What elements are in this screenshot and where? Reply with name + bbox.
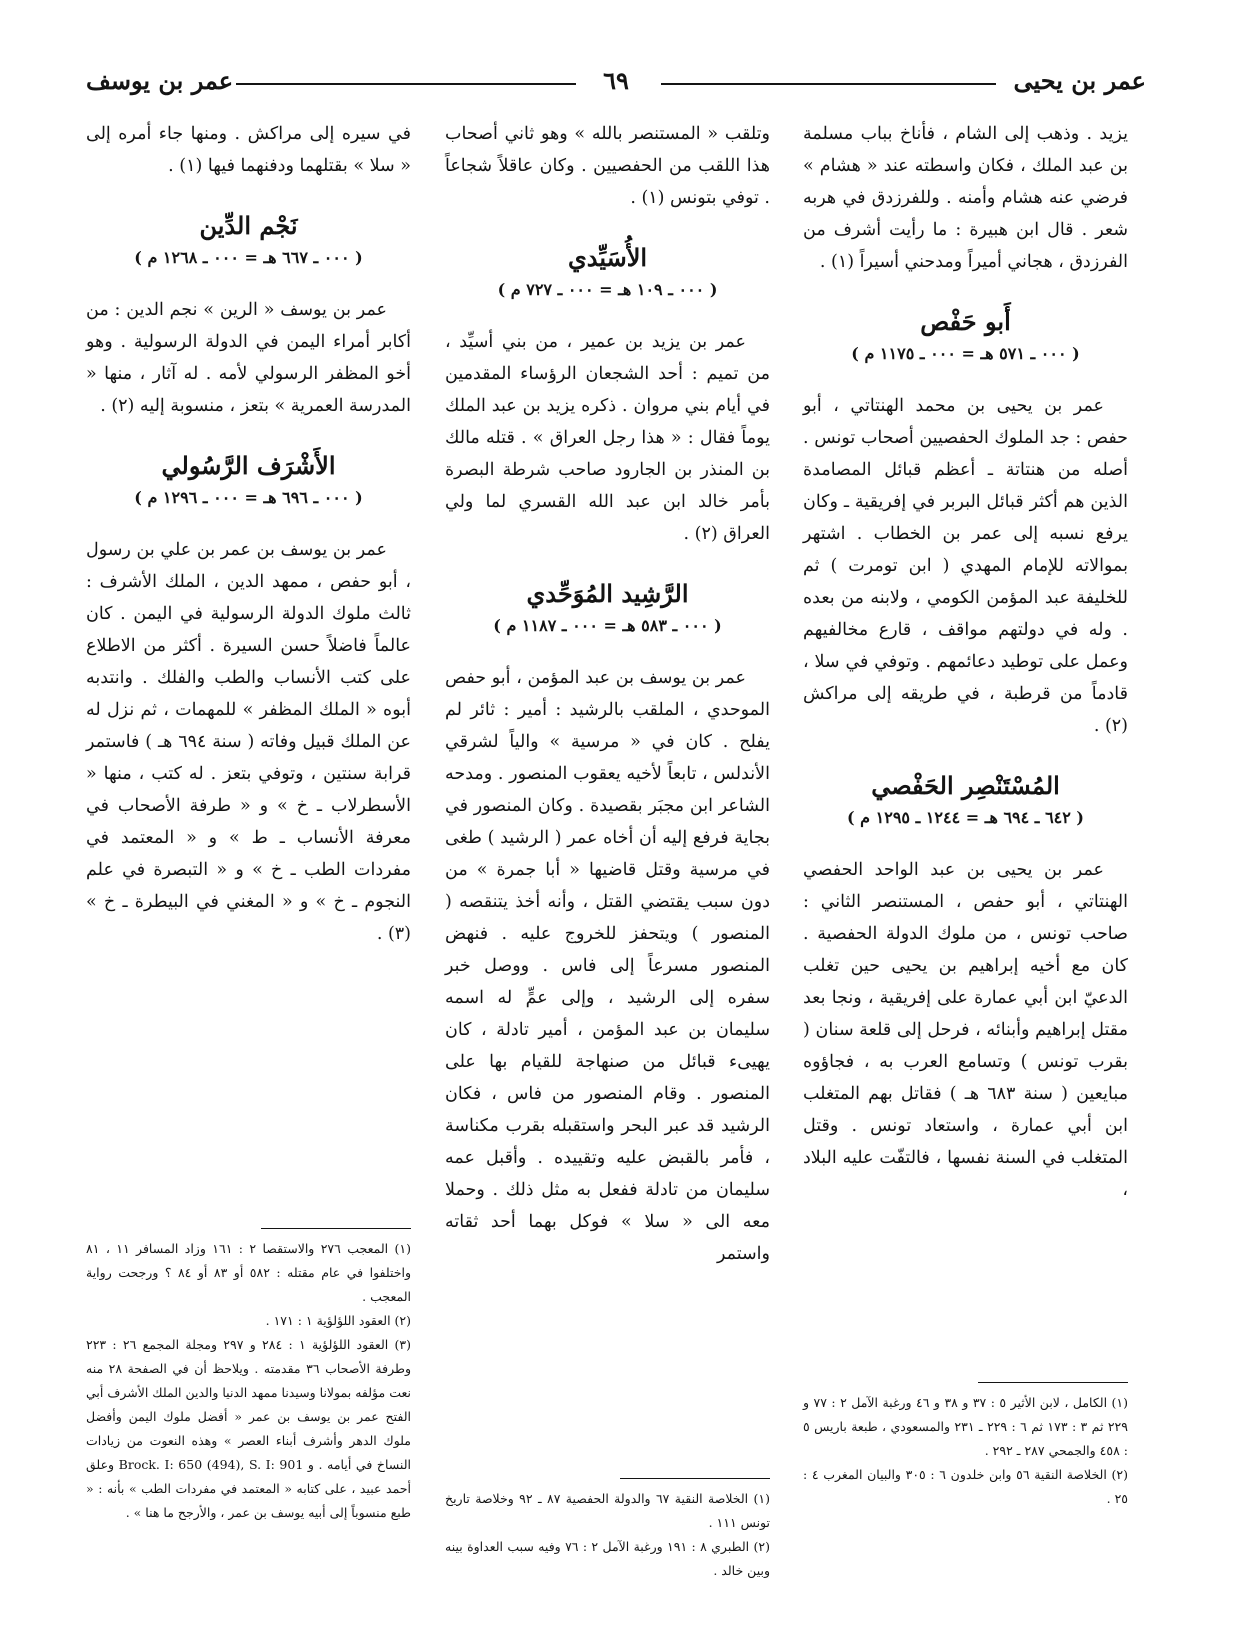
footnote-rule (978, 1382, 1128, 1383)
footnote-rule (620, 1478, 770, 1479)
footnotes-left (86, 1228, 411, 1525)
entry-dates: ( ٦٤٢ ـ ٦٩٤ هـ = ١٢٤٤ ـ ١٢٩٥ م ) (847, 808, 1084, 827)
page-number: ٦٩ (603, 66, 629, 95)
footnotes-middle (445, 1478, 770, 1583)
entry-dates: ( ٠٠٠ ـ ١٠٩ هـ = ٠٠٠ ـ ٧٢٧ م ) (497, 280, 718, 299)
entry-dates: ( ٠٠٠ ـ ٥٧١ هـ = ٠٠٠ ـ ١١٧٥ م ) (851, 344, 1080, 363)
entry-dates: ( ٠٠٠ ـ ٦٦٧ هـ = ٠٠٠ ـ ١٢٦٨ م ) (134, 248, 363, 267)
entry-name: أَبو حَفْص (920, 307, 1011, 336)
entry-dates: ( ٠٠٠ ـ ٦٩٦ هـ = ٠٠٠ ـ ١٢٩٦ م ) (134, 488, 363, 507)
biography-entry (803, 304, 1128, 742)
entry-text: عمر بن يحيى بن محمد الهنتاتي ، أبو حفص : جد الملوك الحفصيين أصحاب تونس . أصله من هنتاتة ـ أعظم قبائل المصامدة الذين هم أكثر قبائل البربر في إفريقية ـ وكان يرفع نسبه إلى عمر بن الخطاب . اشتهر بموالاته للإمام المهدي ( ابن تومرت ) ثم للخليفة عبد المؤمن الكومي ، ولابنه من بعده . وله في دولتهم مواقف ، قارع مخالفيهم وعمل على توطيد دعائمهم . وتوفي في سلا ، قادماً من قرطبة ، في طريقه إلى مراكش (٢) . (803, 396, 1128, 736)
running-header (86, 66, 1146, 106)
biography-entry (86, 208, 411, 422)
entry-text: عمر بن يوسف بن عبد المؤمن ، أبو حفص الموحدي ، الملقب بالرشيد : أمير : ثائر لم يفلح . كان في « مرسية » والياً لشرقي الأندلس ، تابعاً لأخيه يعقوب المنصور . ومدحه الشاعر ابن مجبَر بقصيدة . وكان المنصور في بجاية فرفع إليه أن أخاه عمر ( الرشيد ) طغى في مرسية وقتل قاضيها « أبا جمرة » من دون سبب يقتضي القتل ، وأنه أخذ يتنقصه ( المنصور ) ويتحفز للخروج عليه . فنهض المنصور مسرعاً إلى فاس . ووصل خبر سفره إلى الرشيد ، وإلى عمٍّ له اسمه سليمان بن عبد المؤمن ، أمير تادلة ، كان يهيىء قبائل من صنهاجة للقيام بها على المنصور . وقام المنصور من فاس ، فكان الرشيد قد عبر البحر واستقبله بقرب مكناسة ، فأمر بالقبض عليه وتقييده . وأقبل عمه سليمان من تادلة ففعل به مثل ذلك . وحملا معه الى « سلا » فوكل بهما أحد ثقاته واستمر (445, 668, 770, 1264)
entry-dates: ( ٠٠٠ ـ ٥٨٣ هـ = ٠٠٠ ـ ١١٨٧ م ) (493, 616, 722, 635)
running-title-right: عمر بن يحيى (1013, 66, 1146, 95)
entry-name: الأُسَيِّدي (567, 243, 648, 272)
biography-entry (445, 576, 770, 1270)
entry-name: الأَشْرَف الرَّسُولي (161, 451, 336, 480)
biography-entry (445, 240, 770, 550)
footnotes-right (803, 1382, 1128, 1511)
column-right (803, 118, 1128, 1206)
column-left (86, 118, 411, 950)
continued-text: في سيره إلى مراكش . ومنها جاء أمره إلى « سلا » بقتلهما ودفنهما فيها (١) . (86, 124, 411, 176)
footnote: (٢) العقود اللؤلؤية ١ : ١٧١ . (265, 1313, 411, 1328)
entry-text: عمر بن يحيى بن عبد الواحد الحفصي الهنتاتي ، أبو حفص ، المستنصر الثاني : صاحب تونس ، من ملوك الدولة الحفصية . كان مع أخيه إبراهيم بن يحيى حين تغلب الدعيّ ابن أبي عمارة على إفريقية ، ونجا بعد مقتل إبراهيم وأبنائه ، فرحل إلى قلعة سنان ( بقرب تونس ) وتسامع العرب به ، فجاؤوه مبايعين ( سنة ٦٨٣ هـ ) فقاتل بهم المتغلب ابن أبي عمارة ، واستعاد تونس . وقتل المتغلب في السنة نفسها ، فالتفّت عليه البلاد ، (803, 860, 1128, 1200)
biography-entry (86, 448, 411, 950)
footnote-rule (261, 1228, 411, 1229)
header-rule-right (661, 83, 996, 85)
biography-entry (803, 768, 1128, 1206)
footnote: (١) الكامل ، لابن الأثير ٥ : ٣٧ و ٣٨ و ٤٦ ورغبة الآمل ٢ : ٧٧ و ٢٢٩ ثم ٣ : ١٧٣ ثم ٦ : ٢٢٩ ـ ٢٣١ والمسعودي ، طبعة باريس ٥ : ٤٥٨ والجمحي ٢٨٧ ـ ٢٩٢ . (803, 1395, 1128, 1458)
entry-name: نَجْم الدِّين (199, 211, 298, 240)
continued-text: وتلقب « المستنصر بالله » وهو ثاني أصحاب هذا اللقب من الحفصيين . وكان عاقلاً شجاعاً . توفي بتونس (١) . (445, 124, 770, 208)
footnote: (٢) الخلاصة النقية ٥٦ وابن خلدون ٦ : ٣٠٥ والبيان المغرب ٤ : ٢٥ . (803, 1467, 1128, 1506)
column-middle (445, 118, 770, 1270)
entry-name: الرَّشِيد المُوَحِّدي (526, 579, 689, 608)
footnote: (١) المعجب ٢٧٦ والاستقصا ٢ : ١٦١ وزاد المسافر ١١ ، ٨١ واختلفوا في عام مقتله : ٥٨٢ أو ٨٣ أو ٨٤ ؟ ورجحت رواية المعجب . (86, 1241, 411, 1304)
footnote: (٢) الطبري ٨ : ١٩١ ورغبة الآمل ٢ : ٧٦ وفيه سبب العداوة بينه وبين خالد . (445, 1539, 770, 1578)
running-title-left: عمر بن يوسف (86, 66, 234, 95)
entry-text: عمر بن يوسف بن عمر بن علي بن رسول ، أبو حفص ، ممهد الدين ، الملك الأشرف : ثالث ملوك الدولة الرسولية في اليمن . كان عالماً فاضلاً حسن السيرة . أكثر من الاطلاع على كتب الأنساب والطب والفلك . وانتدبه أبوه « الملك المظفر » للمهمات ، ثم نزل له عن الملك قبيل وفاته ( سنة ٦٩٤ هـ ) فاستمر قرابة سنتين ، وتوفي بتعز . له كتب ، منها « الأسطرلاب ـ خ » و « طرفة الأصحاب في معرفة الأنساب ـ ط » و « المعتمد في مفردات الطب ـ خ » و « التبصرة في علم النجوم ـ خ » و « المغني في البيطرة ـ خ » (٣) . (86, 540, 411, 944)
entry-text: عمر بن يزيد بن عمير ، من بني أسيِّد ، من تميم : أحد الشجعان الرؤساء المقدمين في أيام بني مروان . ذكره يزيد بن عبد الملك يوماً فقال : « هذا رجل العراق » . قتله مالك بن المنذر بن الجارود صاحب شرطة البصرة بأمر خالد ابن عبد الله القسري لما ولي العراق (٢) . (445, 332, 770, 544)
continued-text: يزيد . وذهب إلى الشام ، فأناخ بباب مسلمة بن عبد الملك ، فكان واسطته عند « هشام » فرضي عنه هشام وأمنه . وللفرزدق في هربه شعر . قال ابن هبيرة : ما رأيت أشرف من الفرزدق ، هجاني أميراً ومدحني أسيراً (١) . (803, 124, 1128, 272)
entry-name: المُسْتَنْصِر الحَفْصي (871, 771, 1060, 800)
entry-text: عمر بن يوسف « الرين » نجم الدين : من أكابر أمراء اليمن في الدولة الرسولية . وهو أخو المظفر الرسولي لأمه . له آثار ، منها « المدرسة العمرية » بتعز ، منسوبة إليه (٢) . (86, 300, 411, 416)
footnote: (١) الخلاصة النقية ٦٧ والدولة الحفصية ٨٧ ـ ٩٢ وخلاصة تاريخ تونس ١١١ . (445, 1491, 770, 1530)
footnote: (٣) العقود اللؤلؤية ١ : ٢٨٤ و ٢٩٧ ومجلة المجمع ٢٦ : ٢٢٣ وطرفة الأصحاب ٣٦ مقدمته . ويلاحظ أن في الصفحة ٢٨ منه نعت مؤلفه بمولانا وسيدنا ممهد الدنيا والدين الملك الأشرف أبي الفتح عمر بن يوسف بن عمر « أفضل ملوك اليمن وأفضل ملوك الدهر وأشرف أبناء العصر » وهذه النعوت من زيادات النساخ في أيامه . و Brock. I: 650 (494), S. I: 901 وعلق أحمد عبيد ، على كتابه « المعتمد في مفردات الطب » بأنه : « طبع منسوباً إلى أبيه يوسف بن عمر ، والأرجح ما هنا » . (86, 1337, 411, 1520)
header-rule-left (236, 83, 576, 85)
